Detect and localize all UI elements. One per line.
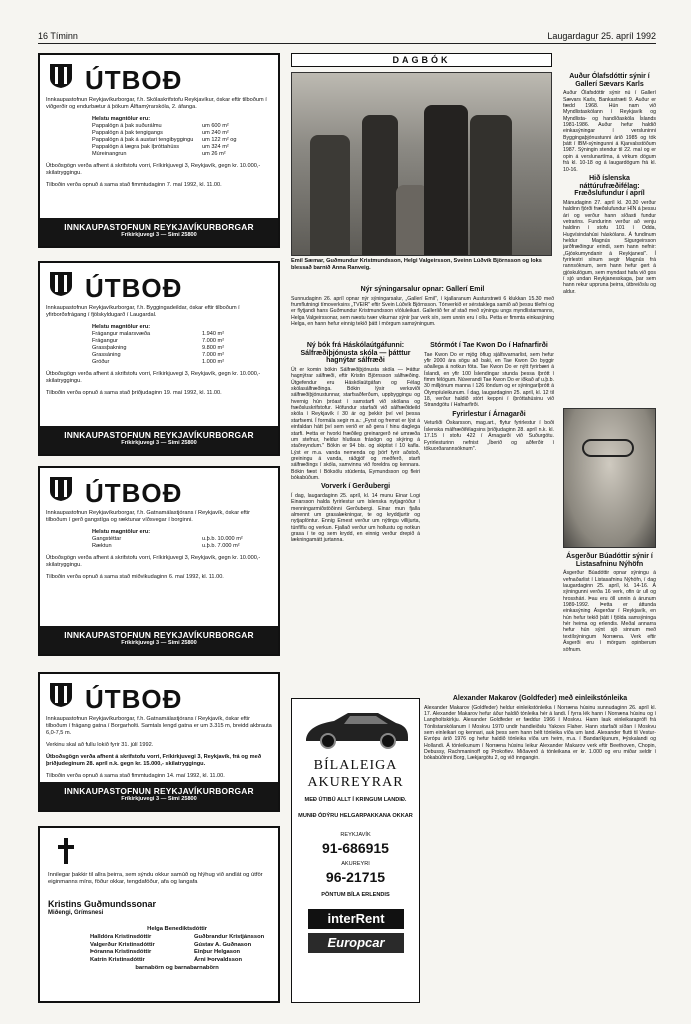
ad-documents: Útboðsgögn verða afhent á skrifstofu vorri, Fríkirkjuvegi 3, Reykjavík, gegn kr. 10.000,- skilatryggingu. [46, 370, 261, 384]
coat-of-arms-icon [49, 271, 73, 297]
ad-line: PÖNTUM BÍLA ERLENDIS [321, 892, 390, 898]
ad-opening: Tilboðin verða opnuð á sama stað fimmtudaginn 7. maí 1992, kl. 11.00. [46, 181, 222, 188]
article-column-c [424, 693, 656, 1003]
article-text: Sunnudaginn 26. apríl opnar nýr sýningarsalur, „Gallerí Emil", í kjallaranum Austurstræti 6 klukkan 15.30 með frumflutningi tímoverksins „TVEIR" eftir Svein Lúðvík Björnsson. Tónverkið er sérstaklega samið að þessu tilefni og er flytjandi hans Guðmundur Kristmundsson víóluleikari. Galleríið fer af stað með sýningu ungs myndlistarmanns, Helga Valgeirssonar, sem næstu tvær vikurnar sýnir þar verk sín, sem unnin eru í olíu. Petta er fimmta einkasýning Helga, en hann hefur einnig tekið þátt í mörgum samsýningum. [291, 295, 554, 328]
quantity-row: Pappalögn á þak á austari tengibyggingu um 122 m² og [92, 136, 237, 143]
quantities-heading: Helstu magntölur eru: [92, 115, 151, 122]
article-headline: Ný bók frá Háskólaútgáfunni: Sálfræðiþjónusta skóla — þátttur hagnýtar sálfræði [300, 342, 411, 365]
photo-caption: Emil Sæmar, Guðmundur Kristmundsson, Helgi Valgeirsson, Sveinn Lúðvík Björnsson og loks blessað barnið Anna Ranveig. [291, 258, 542, 271]
ad-title: ÚTBOÐ [85, 65, 183, 95]
cross-icon [58, 838, 74, 864]
car-icon [300, 705, 412, 751]
article-text: Tae Kwon Do er mjög öflug sjálfsvarnarlist, sem hefur yfir 2000 ára sögu að baki, en Tae Kwon Do byggir aðallega á notkun fóta. Tae Kwon Do er nýtt fyrirbæri á Íslandi, en yfir 100 Íslendingar stunda þessa íþrótt í fimm félögum. Núverandi Tae Kwon Do er iðkað af u.þ.b. 30 milljónum manna í 126 löndum og er sýningaríþrótt á Ólympíuleikunum. Í dag, laugardaginn 25. apríl, kl. 12 til 18, verður haldið stórt keppni í íþróttahúsinu við Strandgötu í Hafnarfirði. [424, 351, 554, 409]
article-text: Út er komin bókin Sálfræðiþjónusta skóla — Þáttur hagnýtrar sálfræði, eftir Kristin Björnsson sálfræðing. Útgefendur eru Háskólaútgáfan og Félag skólasálfræðinga. Bókin lýsir verksviði sálfræðiþjónustunnar, starfsaðferðum, uppbyggingu og hvernig hún þróast í samstarfi við skólana og fræðsluskrifstofur. Höfundur starfaði við sálfræðideild skóla í Reykjavík í 30 ár og þekkir því vel þessa starfsemi. Í formála segir m.a.: „Fyrst og fremst er lýst á einfaldan hátt því sem verið er að gera í hinu daglega starfi. Þetta er hvorki fræðileg greinargerð né umræða um stefnur, heldur hlutlaus frásögn og skýring á staðreyndum." Bókin er 94 bls. og skiptist í 10 kafla. Lýst er m.a. vanda nemenda og þörf fyrir aðstoð, greiningu á vanda, ráðgjöf og meðferð, starfi sálfræðings í skóla, samvinnu við foreldra og kennara. Bókin fæst í Bóksölu stúdenta, Eymundsson og fleiri bókabúðum. [291, 367, 420, 481]
quantity-row: Grassþakning 9.800 m² [92, 344, 225, 351]
article-text: Ásgerður Búadóttir opnar sýningu á vefnaðarlist í Listasafninu Nýhöfn, í dag laugardaginn 25. apríl, kl. 14-16. Á sýningunni verða 16 verk, ofin úr ull og hrosshári. Þau eru öll unnin á árunum 1989-1992. Þetta er áttunda einkasýning Ásgerðar í Reykjavík, en hún hefur tekið þátt í fjölda samsýninga hér heima og erlendis. Meðal annarra hefur hún sýnt sjö sinnum með textílsýningum Norræna. Verk eftir Ásgerði eru í mörgum opinberum söfnum. [563, 570, 656, 653]
coat-of-arms-icon [49, 63, 73, 89]
ad-intro: Innkaupastofnun Reykjavíkurborgar, f.h. Gatnamálastjórans í Reykjavík, óskar eftir tilboðum í frágang gatna í Borgarholti. Samtals lengd gatna er um 3.315 m, breidd akbrauta 6,0-7,5 m. [46, 716, 272, 736]
ad-intro: Innkaupastofnun Reykjavíkurborgar, f.h. Skólaskrifstofu Reykjavíkur, óskar eftir tilboðum í viðgerðir og endurbætur á þökum Álftamýrarskóla, 2. áfanga. [46, 97, 267, 110]
article-headline: Ásgerður Búadóttir sýnir í Listasafninu Nýhöfn [566, 553, 653, 568]
ad-footer: INNKAUPASTOFNUN REYKJAVÍKURBORGAR Fríkirkjuvegi 3 — Sími 25800 [40, 626, 278, 654]
tender-ad-1 [38, 53, 280, 248]
deceased-place: Miðengi, Grímsnesi [48, 910, 104, 916]
tender-ad-4 [38, 672, 280, 812]
quantities-heading: Helstu magntölur eru: [92, 323, 151, 330]
article-column-a [291, 284, 554, 336]
quantity-row: Ræktun u.þ.b. 7.000 m² [92, 542, 240, 549]
article-text: Auður Ólafsdóttir sýnir nú í Gallerí Sævars Karls, Bankastræti 9. Auður er fædd 1968. Hún nam við Myndlistaskólann í Reykjavík og Myndlista- og handíðaskóla Íslands 1981-1986. Auður hefur haldið einkasýningar í versluninni Byggingaþjónustunni árið 1985 og tók þátt í IBM-sýningunni á Kjarvalsstöðum 1987. Sýningin stendur til 22. maí og er opin á verslunartíma, á virkum dögum frá kl. 10-18 og á laugardögum frá kl. 10-16. [563, 90, 656, 173]
ad-title: ÚTBOÐ [85, 684, 183, 714]
ad-documents: Útboðsgögn verða afhent á skrifstofu vorri, Fríkirkjuvegi 3, Reykjavík, gegn kr. 10.000,- skilatryggingu. [46, 162, 261, 176]
family-list: Helga Benediktsdóttir Halldóra Kristinsdóttir Guðbrandur Kristjánsson Valgerður Kristinsdóttir Gústav A. Guðnason Þóranna Kristinsdóttir Einþur Helgason Katrín Kristinsdóttir Árni Þorvaldsson barnabörn og barnabarnabörn [90, 926, 265, 972]
article-column-b2 [563, 551, 656, 686]
ad-footer: INNKAUPASTOFNUN REYKJAVÍKURBORGAR Fríkirkjuvegi 3 — Sími 25800 [40, 782, 278, 810]
company-name: BÍLALEIGA AKUREYRAR [307, 758, 404, 791]
quantity-row: Gróður 1.000 m² [92, 358, 225, 365]
portrait-photo [563, 408, 656, 548]
article-column-a3 [424, 340, 554, 685]
ad-opening: Tilboðin verða opnuð á sama stað miðvikudaginn 6. maí 1992, kl. 11.00. [46, 573, 224, 580]
article-headline: Auður Ólafsdóttir sýnir í Gallerí Sævars Karls [569, 73, 650, 88]
ad-documents: Útboðsgögn verða afhent á skrifstofu vorri, Fríkirkjuvegi 3, Reykjavík, gegn kr. 10.000,- skilatryggingu. [46, 554, 261, 568]
brand-logo: interRent [308, 909, 404, 929]
ad-footer: INNKAUPASTOFNUN REYKJAVÍKURBORGAR Fríkirkjuvegi 3 — Sími 25800 [40, 426, 278, 454]
quantities-heading: Helstu magntölur eru: [92, 528, 151, 535]
quantity-row: Pappalögn á þak tengigangs um 240 m² [92, 129, 229, 136]
city-label: AKUREYRI [341, 861, 370, 867]
ad-deadline: Verkinu skal að fullu lokið fyrir 31. júlí 1992. [46, 741, 154, 748]
notice-text: Innilegar þakkir til allra þeirra, sem sýndu okkur samúð og hlýhug við andlát og útför eiginmanns míns, föður okkar, tengdaföður, afa og langafa [48, 872, 263, 886]
article-column-a2 [291, 340, 420, 690]
article-headline: Vorverk í Gerðubergi [320, 483, 391, 491]
ad-intro: Innkaupastofnun Reykjavíkurborgar, f.h. Byggingadeildar, óskar eftir tilboðum í yfirborðsfrágang í fjölskyldugarð í Laugardal. [46, 305, 240, 318]
coat-of-arms-icon [49, 476, 73, 502]
article-text: Veturliði Óskarsson, mag.art., flytur fyrirlestur í boði Íslenska málfræðifélagsins þriðjudaginn 28. apríl n.k. kl. 17.15 í stofu 422 í Árnagarði við Suðurgötu. Fyrirlesturinn nefnist „Íberið og aðferðir í tökuorðarannsóknum". [424, 420, 554, 452]
quantity-row: Pappalögn á þak suðurálmu um 600 m² [92, 122, 229, 129]
ad-opening: Tilboðin verða opnuð á sama stað fimmtudaginn 14. maí 1992, kl. 11.00. [46, 772, 225, 779]
coat-of-arms-icon [49, 682, 73, 708]
ad-opening: Tilboðin verða opnuð á sama stað þriðjudaginn 19. maí 1992, kl. 11.00. [46, 389, 222, 396]
issue-date: Laugardagur 25. apríl 1992 [547, 31, 656, 41]
page-header [38, 30, 656, 44]
group-photo [291, 72, 552, 256]
brand-logo: Europcar [308, 933, 404, 953]
ad-title: ÚTBOÐ [85, 478, 183, 508]
article-headline: Fyrirlestur í Árnagarði [452, 410, 526, 418]
ad-documents: Útboðsgögn verða afhent á skrifstofu vorri, Fríkirkjuvegi 3, Reykjavík, frá og með þriðjudeginum 28. apríl n.k. gegn kr. 15.000,- skilatryggingu. [46, 753, 262, 767]
ad-footer: INNKAUPASTOFNUN REYKJAVÍKURBORGAR Fríkirkjuvegi 3 — Sími 25800 [40, 218, 278, 246]
thank-you-notice [38, 826, 280, 1003]
car-rental-ad [291, 698, 420, 1003]
ad-line: MEÐ ÚTIBÚ ALLT Í KRINGUM LANDIÐ. [304, 797, 407, 803]
phone-number: 91-686915 [322, 840, 389, 856]
ad-intro: Innkaupastofnun Reykjavíkurborgar, f.h. Gatnamálastjórans í Reykjavík, óskar eftir tilboðum í gerð gangstíga og ræktunar víðsvegar í borginni. [46, 510, 250, 523]
article-text: Mánudaginn 27. apríl kl. 20.30 verður haldinn fjórði fræðslufundur HÍN á þessu ári og verður hann síðasti fundur vetrarins. Fundurinn verður að venju haldinn í stofu 101 í Odda, Hugvísindahúsi háskólans. Á fundinum heldur Magnús Sigurgeirsson jarðfræðingur erindi, sem hann nefnir: „Gjóskumyndanir á Reykjanesi". Í fyrirlestri sínum segir Magnús frá rannsóknum, sem hann hefur gert á gjóskulögum, sem myndast hafa við gos í sjó undan Reykjanesskaga, þar sem hann rekur uppruna þeirra, útbreiðslu og aldur. [563, 199, 656, 295]
article-headline: Stórmót í Tae Kwon Do í Hafnarfirði [430, 342, 548, 349]
article-text: Í dag, laugardaginn 25. apríl, kl. 14 munu Einar Logi Einarsson halda fyrirlestur um íslenska nytjagróður í menningarmiðstöðinni Gerðubergi. Einar mun fjalla almennt um grasalækningar, te og kryddjurtir og nytjaplöntur. Ennig Ernest verður um nýtingu villijurta, túnfíflu og verkun. Fjallað verður um hollustu og notkun grasa í te og sem krydd, en einnig verður drepið á lækningamátt jurtanna. [291, 492, 420, 544]
quantity-row: Grassáning 7.000 m² [92, 351, 225, 358]
quantity-row: Frágangur malarsvæða 1.940 m² [92, 330, 225, 337]
city-label: REYKJAVÍK [340, 832, 371, 838]
ad-title: ÚTBOÐ [85, 273, 183, 303]
deceased-name: Kristins Guðmundssonar [48, 899, 157, 909]
ad-line: MUNIÐ ÓDÝRU HELGARPAKKANA OKKAR [298, 813, 413, 819]
tender-ad-3 [38, 466, 280, 656]
page-number: 16 Tíminn [38, 31, 78, 41]
article-headline: Alexander Makarov (Goldfeder) með einleikstónleika [452, 695, 628, 702]
quantity-row: Pappalögn á lægra þak íþróttahúss um 324 m² [92, 143, 229, 150]
tender-ad-2 [38, 261, 280, 456]
article-headline: Hið íslenska náttúrufræðifélag: Fræðslufundur í apríl [574, 174, 645, 198]
quantity-row: Múreinangrun um 26 m² [92, 150, 226, 157]
article-column-b [563, 71, 656, 406]
article-text: Alexander Makarov (Goldfeder) heldur einleikstónleika í Norræna húsinu sunnudaginn 26. apríl kl. 17. Alexander Makarov hefur áður haldið tónleika hér á landi. Í fyrra lék hann í Norræna húsinu og í Langholtskirkju. Alexander Goldfeder er fæddur 1966 í Moskvu. Hann lauk einleikaraprófi frá Tónlistarskólanum í Moskvu 1970 undir handleiðslu Yakovs Flaher. Hann starfaði síðan í Moskvu sem einleikari og kennari, auk þess sem hann bélt tónleika víða um land. Alexander flutti til Vestur-Evrópu árið 1976 og hefur haldið tónleika víða um heim, m.a. í Bandaríkjunum, Þýskalandi og Hollandi. Á tónleikunum í Norræna húsinu leikur Alexander Makarov verk eftir Beethoven, Chopin, Debussy, Rachmaninoff og Prokofiev. Miðaverð á tónleikana er kr. 1.000 og eru miðar seldir í bókabúðinni Borg, Lækjargötu 2, og við inngangin. [424, 704, 656, 762]
phone-number: 96-21715 [325, 869, 386, 885]
article-headline: Nýr sýningarsalur opnar: Gallerí Emil [360, 286, 485, 293]
quantity-row: Frágangur 7.000 m² [92, 337, 225, 344]
section-banner: DAGBÓK [291, 53, 552, 67]
quantity-row: Gangstéttar u.þ.b. 10.000 m² [92, 535, 243, 542]
